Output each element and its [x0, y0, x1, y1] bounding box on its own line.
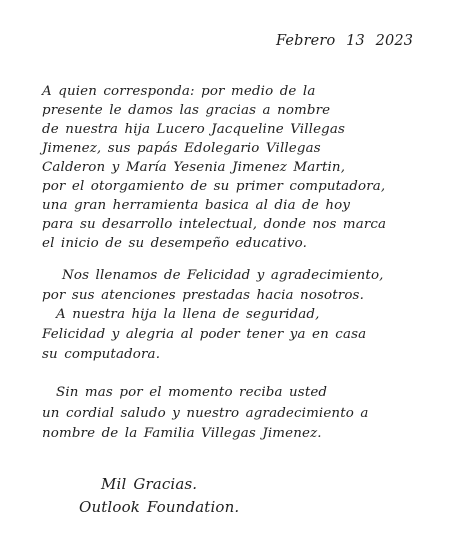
paragraph-line: Felicidad y alegria al poder tener ya en casa	[42, 327, 367, 342]
paragraph-line: por sus atenciones prestadas hacia nosotros.	[42, 288, 364, 303]
paragraph-line: por el otorgamiento de su primer computadora,	[42, 179, 386, 194]
paragraph-line: nombre de la Familia Villegas Jimenez.	[42, 426, 322, 441]
paragraph-line: Jimenez, sus papás Edolegario Villegas	[42, 141, 321, 156]
paragraph-line: su computadora.	[42, 347, 161, 362]
paragraph-line: Nos llenamos de Felicidad y agradecimiento,	[62, 268, 384, 283]
paragraph-line: una gran herramienta basica al dia de hoy	[42, 198, 351, 213]
paragraph-line: Sin mas por el momento reciba usted	[56, 385, 328, 400]
paragraph-line: Calderon y María Yesenia Jimenez Martin,	[42, 160, 346, 175]
closing-recipient: Outlook Foundation.	[79, 498, 240, 516]
paragraph-line: para su desarrollo intelectual, donde nos marca	[42, 217, 387, 232]
paragraph-line: el inicio de su desempeño educativo.	[42, 236, 308, 251]
paragraph-line: un cordial saludo y nuestro agradecimiento a	[42, 406, 369, 421]
paragraph-line: A nuestra hija la llena de seguridad,	[56, 307, 320, 322]
paragraph-line: presente le damos las gracias a nombre	[42, 103, 331, 118]
paragraph-line: A quien corresponda: por medio de la	[42, 84, 316, 99]
paragraph-line: de nuestra hija Lucero Jacqueline Villegas	[42, 122, 346, 137]
letter-date: Febrero 13 2023	[276, 33, 414, 49]
closing-thanks: Mil Gracias.	[101, 475, 198, 493]
